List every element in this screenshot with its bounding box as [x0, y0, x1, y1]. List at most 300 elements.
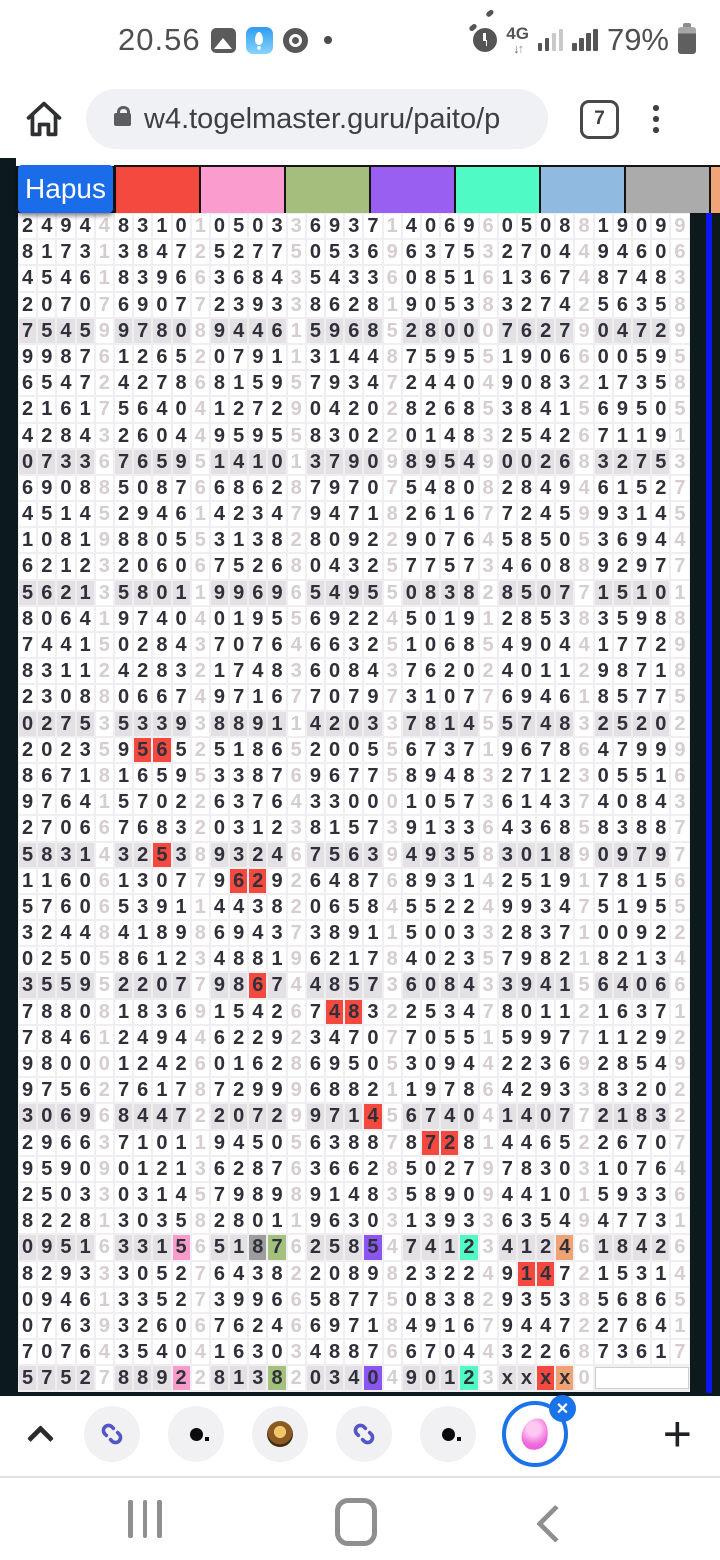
digit-cell: 7 — [307, 685, 324, 709]
separator-cell: 4 — [575, 476, 592, 500]
digit-cell: 8 — [211, 712, 228, 736]
digit-cell: 9 — [268, 371, 285, 395]
digit-cell: 0 — [38, 1104, 55, 1128]
digit-cell: 8 — [326, 1288, 343, 1312]
separator-cell: 2 — [575, 659, 592, 683]
digit-cell: 6 — [134, 450, 151, 474]
digit-cell: 1 — [441, 1314, 458, 1338]
digit-cell: 4 — [134, 1104, 151, 1128]
table-row — [19, 371, 689, 395]
digit-cell: 3 — [153, 1209, 170, 1233]
separator-cell: 1 — [671, 424, 688, 448]
tab-switcher-button[interactable] — [580, 100, 619, 139]
digit-cell: 0 — [57, 476, 74, 500]
digit-cell: 0 — [326, 528, 343, 552]
separator-cell: 5 — [384, 738, 401, 762]
digit-cell: 7 — [422, 738, 439, 762]
separator-cell: 8 — [96, 476, 113, 500]
digit-cell: 5 — [537, 528, 554, 552]
separator-cell: 1 — [575, 1183, 592, 1207]
separator-cell: 1 — [96, 790, 113, 814]
digit-cell: x — [499, 1366, 516, 1390]
swatch-orange[interactable] — [709, 165, 720, 215]
digit-cell: 9 — [153, 1366, 170, 1390]
digit-cell: 5 — [211, 738, 228, 762]
digit-cell: 8 — [403, 450, 420, 474]
digit-cell: 0 — [441, 319, 458, 343]
separator-cell: 9 — [480, 450, 497, 474]
digit-cell: 3 — [422, 1209, 439, 1233]
digit-cell: 1 — [345, 1104, 362, 1128]
separator-cell: 2 — [575, 371, 592, 395]
digit-cell: 7 — [134, 607, 151, 631]
separator-cell: 0 — [480, 319, 497, 343]
digit-cell: 0 — [57, 1052, 74, 1076]
digit-cell: 3 — [134, 266, 151, 290]
digit-cell: 4 — [249, 921, 266, 945]
digit-cell: 6 — [77, 1288, 94, 1312]
separator-cell: 2 — [480, 659, 497, 683]
digit-cell: 7 — [403, 712, 420, 736]
digit-cell: 5 — [614, 712, 631, 736]
digit-cell: 7 — [173, 1104, 190, 1128]
separator-cell: 7 — [480, 1314, 497, 1338]
digit-cell: 2 — [230, 397, 247, 421]
digit-cell: 3 — [614, 816, 631, 840]
digit-cell: 5 — [595, 1288, 612, 1312]
digit-cell: 9 — [249, 293, 266, 317]
digit-cell: 7 — [595, 869, 612, 893]
digit-cell: 4 — [652, 502, 669, 526]
digit-cell: 0 — [19, 450, 36, 474]
digit-cell: 4 — [77, 790, 94, 814]
digit-cell: 3 — [173, 816, 190, 840]
address-bar[interactable] — [86, 89, 548, 149]
menu-kebab-icon[interactable] — [653, 105, 659, 133]
separator-cell: 3 — [192, 947, 209, 971]
separator-cell: 9 — [288, 1104, 305, 1128]
digit-cell: 0 — [173, 1314, 190, 1338]
digit-cell: 2 — [441, 895, 458, 919]
digit-cell: 8 — [556, 214, 573, 238]
digit-cell: 6 — [441, 214, 458, 238]
digit-cell: 8 — [57, 424, 74, 448]
digit-cell: 9 — [633, 738, 650, 762]
digit-cell: 3 — [499, 973, 516, 997]
digit-cell: 8 — [57, 345, 74, 369]
digit-cell: 9 — [518, 895, 535, 919]
digit-cell: 8 — [595, 816, 612, 840]
digit-cell: 2 — [211, 1209, 228, 1233]
separator-cell: 5 — [671, 502, 688, 526]
digit-cell: 2 — [441, 659, 458, 683]
digit-cell: 9 — [595, 659, 612, 683]
digit-cell: 6 — [268, 1288, 285, 1312]
separator-cell: 4 — [671, 1157, 688, 1181]
digit-cell: 9 — [633, 528, 650, 552]
digit-cell: 1 — [211, 1340, 228, 1364]
digit-cell: 8 — [326, 1078, 343, 1102]
separator-cell: 1 — [288, 345, 305, 369]
digit-cell: 0 — [77, 895, 94, 919]
digit-cell: 6 — [614, 1000, 631, 1024]
separator-cell: 6 — [480, 266, 497, 290]
digit-cell: 1 — [115, 1052, 132, 1076]
bubble-link-1[interactable] — [84, 1406, 140, 1462]
close-icon[interactable]: ✕ — [549, 1395, 576, 1422]
separator-cell: 9 — [575, 1209, 592, 1233]
digit-cell: 8 — [537, 371, 554, 395]
recents-icon[interactable] — [128, 1500, 162, 1538]
digit-cell: 8 — [460, 1078, 477, 1102]
digit-cell: 1 — [422, 816, 439, 840]
digit-cell: 9 — [441, 1209, 458, 1233]
separator-cell: 8 — [384, 1314, 401, 1338]
digit-cell-highlight-red: 5 — [153, 843, 170, 867]
digit-cell: 7 — [614, 633, 631, 657]
digit-cell: 9 — [441, 1183, 458, 1207]
digit-cell: 6 — [57, 1104, 74, 1128]
digit-cell: 7 — [537, 738, 554, 762]
swatch-gray[interactable] — [624, 165, 711, 215]
digit-cell: 9 — [441, 1052, 458, 1076]
digit-cell: 3 — [268, 293, 285, 317]
separator-cell: 2 — [575, 1131, 592, 1155]
separator-cell: 9 — [96, 1157, 113, 1181]
separator-cell: 5 — [288, 240, 305, 264]
active-tab-bubble[interactable] — [502, 1401, 568, 1467]
separator-cell: 7 — [480, 685, 497, 709]
separator-cell: 8 — [288, 554, 305, 578]
digit-cell: 6 — [134, 685, 151, 709]
digit-cell: 3 — [345, 554, 362, 578]
digit-cell: 8 — [364, 319, 381, 343]
digit-cell: 7 — [211, 633, 228, 657]
digit-cell: 1 — [441, 502, 458, 526]
digit-cell: 1 — [173, 1157, 190, 1181]
digit-cell: 5 — [518, 869, 535, 893]
digit-cell: 8 — [249, 947, 266, 971]
network-label: 4G — [506, 24, 529, 43]
monkey-favicon — [267, 1421, 293, 1447]
digit-cell-highlight-red: 4 — [364, 1104, 381, 1128]
digit-cell: 9 — [38, 476, 55, 500]
digit-cell: 0 — [460, 371, 477, 395]
swatch-pink[interactable] — [199, 165, 286, 215]
digit-cell: 9 — [307, 1104, 324, 1128]
digit-cell: 8 — [364, 293, 381, 317]
digit-cell: 4 — [326, 397, 343, 421]
digit-cell: 2 — [364, 607, 381, 631]
digit-cell: 1 — [249, 450, 266, 474]
digit-cell: 6 — [499, 685, 516, 709]
digit-cell: 3 — [230, 764, 247, 788]
digit-cell: 7 — [556, 921, 573, 945]
digit-cell: 4 — [326, 554, 343, 578]
digit-cell: 3 — [595, 528, 612, 552]
bubble-dot-1[interactable] — [168, 1406, 224, 1462]
digit-cell: 1 — [326, 345, 343, 369]
link-icon — [350, 1420, 378, 1448]
digit-cell: 0 — [652, 1078, 669, 1102]
separator-cell: 6 — [575, 345, 592, 369]
digit-cell: 4 — [556, 293, 573, 317]
digit-cell: 2 — [38, 1262, 55, 1286]
separator-cell: 8 — [288, 1052, 305, 1076]
digit-cell: 8 — [345, 869, 362, 893]
digit-cell: 3 — [115, 1209, 132, 1233]
digit-cell: 4 — [307, 973, 324, 997]
digit-cell: 5 — [422, 1000, 439, 1024]
digit-cell: 1 — [115, 764, 132, 788]
digit-cell: 0 — [57, 816, 74, 840]
digit-cell: 1 — [614, 424, 631, 448]
digit-cell: 6 — [230, 1340, 247, 1364]
digit-cell: 9 — [19, 1052, 36, 1076]
separator-cell: 2 — [671, 921, 688, 945]
url-text: w4.togelmaster.guru/paito/p — [144, 102, 501, 135]
digit-cell: 5 — [364, 738, 381, 762]
scrollbar[interactable] — [706, 213, 712, 1393]
digit-cell: 5 — [652, 895, 669, 919]
separator-cell: 2 — [575, 293, 592, 317]
digit-cell: 9 — [230, 1183, 247, 1207]
separator-cell: 4 — [192, 1026, 209, 1050]
swatch-red[interactable] — [114, 165, 201, 215]
separator-cell: 9 — [671, 214, 688, 238]
separator-cell: 2 — [288, 895, 305, 919]
digit-cell: 5 — [134, 1340, 151, 1364]
digit-cell: 4 — [441, 764, 458, 788]
digit-cell: 9 — [211, 973, 228, 997]
separator-cell: 5 — [671, 1288, 688, 1312]
digit-cell: 8 — [230, 947, 247, 971]
digit-cell: 4 — [364, 659, 381, 683]
digit-cell: 0 — [345, 424, 362, 448]
separator-cell: 1 — [480, 607, 497, 631]
table-row — [19, 816, 689, 840]
digit-cell: 5 — [38, 371, 55, 395]
digit-cell: 7 — [345, 764, 362, 788]
separator-cell: 6 — [288, 1235, 305, 1259]
digit-cell: 6 — [134, 397, 151, 421]
status-bar — [0, 0, 720, 80]
digit-cell: 8 — [422, 581, 439, 605]
digit-cell: 2 — [499, 764, 516, 788]
digit-cell: 3 — [115, 240, 132, 264]
digit-cell: 2 — [614, 947, 631, 971]
digit-cell: 2 — [499, 476, 516, 500]
digit-cell: 8 — [134, 1000, 151, 1024]
digit-cell: 8 — [345, 659, 362, 683]
separator-cell: 5 — [96, 973, 113, 997]
digit-cell: 7 — [441, 240, 458, 264]
digit-cell: 2 — [230, 502, 247, 526]
digit-cell: 9 — [556, 869, 573, 893]
separator-cell: 2 — [671, 1026, 688, 1050]
digit-cell: 5 — [57, 947, 74, 971]
digit-cell: 8 — [614, 1052, 631, 1076]
bubble-link-2[interactable] — [336, 1406, 392, 1462]
digit-cell: 0 — [441, 685, 458, 709]
digit-cell: 2 — [595, 1131, 612, 1155]
digit-cell: 5 — [460, 1026, 477, 1050]
digit-cell: 6 — [307, 1078, 324, 1102]
digit-cell: 1 — [595, 581, 612, 605]
digit-cell: 2 — [57, 581, 74, 605]
digit-cell: 4 — [345, 345, 362, 369]
delete-button[interactable]: Hapus — [18, 165, 113, 213]
separator-cell: 5 — [384, 581, 401, 605]
digit-cell: 8 — [345, 1131, 362, 1155]
separator-cell: 1 — [288, 450, 305, 474]
digit-cell: 9 — [173, 712, 190, 736]
digit-cell: 0 — [77, 1000, 94, 1024]
digit-cell: 0 — [422, 633, 439, 657]
digit-cell: 6 — [57, 790, 74, 814]
digit-cell: 6 — [77, 266, 94, 290]
table-row — [19, 1183, 689, 1207]
digit-cell: 1 — [211, 397, 228, 421]
digit-cell: 5 — [268, 424, 285, 448]
digit-cell: 8 — [499, 581, 516, 605]
table-row — [19, 1340, 689, 1364]
digit-cell: 5 — [403, 1183, 420, 1207]
swatch-green[interactable] — [284, 165, 371, 215]
digit-cell: 5 — [326, 1235, 343, 1259]
digit-cell: 0 — [364, 790, 381, 814]
digit-cell: 7 — [115, 1078, 132, 1102]
digit-cell: 1 — [230, 528, 247, 552]
digit-cell: 4 — [633, 1235, 650, 1259]
swatch-mint[interactable] — [454, 165, 541, 215]
separator-cell: 6 — [575, 1235, 592, 1259]
digit-cell: 5 — [652, 371, 669, 395]
digit-cell: 9 — [345, 921, 362, 945]
digit-cell: 7 — [345, 1314, 362, 1338]
separator-cell: 3 — [288, 293, 305, 317]
digit-cell: 4 — [326, 1026, 343, 1050]
digit-cell: 4 — [422, 1235, 439, 1259]
digit-cell: 6 — [57, 607, 74, 631]
swatch-blue[interactable] — [539, 165, 626, 215]
digit-cell: 8 — [556, 554, 573, 578]
separator-cell: 3 — [480, 1209, 497, 1233]
digit-cell: 9 — [57, 1157, 74, 1181]
digit-cell: 2 — [307, 1262, 324, 1286]
digit-cell: 7 — [364, 947, 381, 971]
table-row — [19, 764, 689, 788]
separator-cell: 7 — [96, 397, 113, 421]
separator-cell: 2 — [288, 869, 305, 893]
digit-cell: 8 — [19, 607, 36, 631]
separator-cell: 9 — [384, 450, 401, 474]
digit-cell: 9 — [307, 1209, 324, 1233]
digit-cell: 3 — [230, 843, 247, 867]
digit-cell: 9 — [595, 240, 612, 264]
digit-cell: 1 — [77, 581, 94, 605]
digit-cell: 7 — [153, 371, 170, 395]
link-icon — [98, 1420, 126, 1448]
separator-cell: 6 — [575, 738, 592, 762]
digit-cell: 0 — [422, 1026, 439, 1050]
separator-cell: 5 — [575, 397, 592, 421]
digit-cell: 0 — [77, 293, 94, 317]
digit-cell: 4 — [268, 502, 285, 526]
digit-cell: 9 — [211, 424, 228, 448]
digit-cell: 3 — [556, 790, 573, 814]
digit-cell: 9 — [518, 345, 535, 369]
digit-cell: 8 — [249, 1183, 266, 1207]
separator-cell: 6 — [288, 764, 305, 788]
digit-cell: 7 — [460, 554, 477, 578]
bubble-dot-2[interactable] — [420, 1406, 476, 1462]
digit-cell: 0 — [614, 1157, 631, 1181]
table-row — [19, 1131, 689, 1155]
digit-cell: 3 — [633, 1183, 650, 1207]
table-end-input[interactable] — [595, 1367, 689, 1389]
digit-cell: 0 — [211, 607, 228, 631]
plus-icon[interactable]: + — [662, 1406, 692, 1462]
bubble-monkey[interactable] — [252, 1406, 308, 1462]
digit-cell: 3 — [249, 895, 266, 919]
separator-cell: 5 — [575, 816, 592, 840]
table-row — [19, 921, 689, 945]
separator-cell: 8 — [96, 1000, 113, 1024]
digit-cell: 3 — [537, 1052, 554, 1076]
digit-cell: 4 — [403, 843, 420, 867]
digit-cell: 0 — [403, 424, 420, 448]
digit-cell: 0 — [211, 1052, 228, 1076]
swatch-purple[interactable] — [369, 165, 456, 215]
digit-cell: 7 — [230, 345, 247, 369]
digit-cell: 8 — [460, 764, 477, 788]
digit-cell: 4 — [345, 1183, 362, 1207]
digit-cell: 9 — [153, 895, 170, 919]
digit-cell: 9 — [633, 607, 650, 631]
digit-cell: 4 — [153, 1052, 170, 1076]
digit-cell: 5 — [153, 1262, 170, 1286]
separator-cell: 6 — [288, 581, 305, 605]
digit-cell: 3 — [652, 1104, 669, 1128]
digit-cell: 0 — [441, 921, 458, 945]
separator-cell: 7 — [671, 843, 688, 867]
digit-cell: 8 — [38, 1052, 55, 1076]
separator-cell: 7 — [288, 921, 305, 945]
digit-cell: 0 — [345, 738, 362, 762]
table-row — [19, 973, 689, 997]
home-icon[interactable] — [22, 97, 66, 141]
table-row — [19, 685, 689, 709]
digit-cell: 6 — [556, 1340, 573, 1364]
digit-cell: 8 — [614, 1235, 631, 1259]
digit-cell: 1 — [652, 764, 669, 788]
separator-cell: 2 — [288, 1026, 305, 1050]
digit-cell: 6 — [614, 293, 631, 317]
back-icon[interactable] — [536, 1505, 574, 1543]
digit-cell: 8 — [115, 528, 132, 552]
separator-cell: 6 — [288, 1000, 305, 1024]
chevron-up-icon[interactable] — [24, 1418, 56, 1450]
separator-cell: 2 — [192, 1104, 209, 1128]
separator-cell: 2 — [384, 424, 401, 448]
digit-cell: 8 — [403, 397, 420, 421]
digit-cell: 0 — [19, 1288, 36, 1312]
digit-cell: 5 — [173, 345, 190, 369]
separator-cell: 7 — [671, 554, 688, 578]
home-nav-icon[interactable] — [335, 1498, 377, 1546]
digit-cell: 8 — [345, 1340, 362, 1364]
